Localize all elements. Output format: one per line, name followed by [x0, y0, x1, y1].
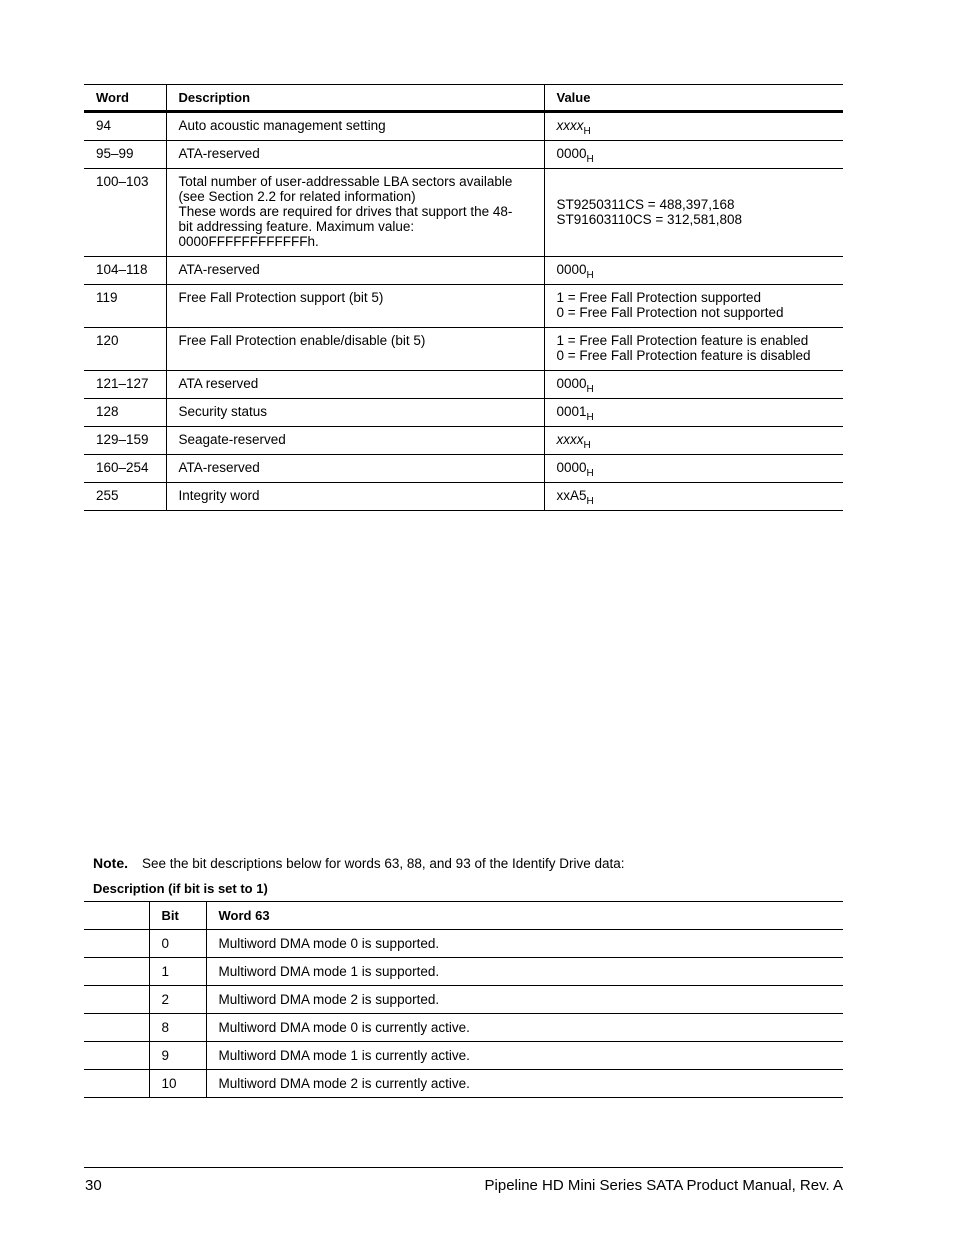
- blank-cell: [84, 930, 149, 958]
- subscript: H: [586, 154, 594, 165]
- table-row: [84, 1042, 843, 1070]
- blank-cell: [84, 1042, 149, 1070]
- table-row: [84, 112, 843, 141]
- word63-bit-table: [84, 901, 843, 1098]
- cell-line: Free Fall Protection enable/disable (bit 5): [178, 333, 426, 348]
- table-row: [84, 399, 843, 427]
- word-cell: 255: [84, 483, 166, 511]
- bit-description-cell: Multiword DMA mode 0 is supported.: [206, 930, 843, 958]
- bit-description-cell: Multiword DMA mode 1 is supported.: [206, 958, 843, 986]
- cell-line: ATA-reserved: [178, 460, 260, 475]
- description-cell: [166, 455, 544, 483]
- table-row: [84, 455, 843, 483]
- bit-cell: 1: [149, 958, 206, 986]
- description-cell: [166, 328, 544, 371]
- cell-line: 0000: [556, 376, 587, 391]
- blank-cell: [84, 986, 149, 1014]
- description-cell: [166, 427, 544, 455]
- word-cell: 160–254: [84, 455, 166, 483]
- cell-line: 1 = Free Fall Protection supported: [556, 290, 761, 305]
- cell-line: 0001: [556, 404, 587, 419]
- word-cell: 100–103: [84, 169, 166, 257]
- blank-cell: [84, 1070, 149, 1098]
- bit-cell: 9: [149, 1042, 206, 1070]
- subscript: H: [586, 496, 594, 507]
- word-cell: 129–159: [84, 427, 166, 455]
- description-cell: [166, 141, 544, 169]
- subscript: H: [586, 384, 594, 395]
- column-header-value: Value: [544, 85, 843, 112]
- description-cell: [166, 399, 544, 427]
- cell-line: ST9250311CS = 488,397,168: [556, 196, 735, 212]
- cell-line: 0000FFFFFFFFFFFFh.: [178, 234, 319, 249]
- value-cell: [544, 371, 843, 399]
- table-row: [84, 371, 843, 399]
- subscript: H: [586, 412, 594, 423]
- bit-cell: 8: [149, 1014, 206, 1042]
- cell-line: Seagate-reserved: [178, 432, 286, 447]
- cell-line: (see Section 2.2 for related information): [178, 189, 416, 204]
- subscript: H: [586, 270, 594, 281]
- value-cell: [544, 141, 843, 169]
- bit-description-cell: Multiword DMA mode 2 is currently active.: [206, 1070, 843, 1098]
- value-cell: [544, 257, 843, 285]
- value-cell: [544, 399, 843, 427]
- cell-line: 1 = Free Fall Protection feature is enabled: [556, 333, 809, 348]
- table-row: [84, 483, 843, 511]
- cell-line: 0 = Free Fall Protection feature is disabled: [556, 348, 811, 363]
- table-body: [84, 930, 843, 1098]
- bit-cell: 10: [149, 1070, 206, 1098]
- cell-line: 0 = Free Fall Protection not supported: [556, 305, 784, 320]
- table-row: [84, 958, 843, 986]
- word-cell: 121–127: [84, 371, 166, 399]
- value-cell: [544, 328, 843, 371]
- table-header-row: [84, 902, 843, 930]
- note: [93, 855, 625, 871]
- subscript: H: [583, 440, 591, 451]
- table-row: [84, 169, 843, 257]
- note-label: Note.: [93, 855, 128, 871]
- cell-line: These words are required for drives that support the 48-: [178, 204, 513, 219]
- value-cell: [544, 112, 843, 141]
- cell-line: 0000: [556, 146, 587, 161]
- description-cell: [166, 169, 544, 257]
- description-cell: [166, 483, 544, 511]
- footer-rule: [84, 1167, 843, 1168]
- table-row: [84, 427, 843, 455]
- word-cell: 128: [84, 399, 166, 427]
- table-row: [84, 328, 843, 371]
- table-row: [84, 986, 843, 1014]
- cell-line: Auto acoustic management setting: [178, 118, 386, 133]
- cell-line: Security status: [178, 404, 268, 419]
- description-cell: [166, 112, 544, 141]
- table-header-row: [84, 85, 843, 112]
- table-row: [84, 141, 843, 169]
- value-cell: [544, 455, 843, 483]
- table-row: [84, 257, 843, 285]
- footer-title: Pipeline HD Mini Series SATA Product Manual, Rev. A: [484, 1177, 843, 1194]
- table-row: [84, 930, 843, 958]
- cell-line: ST91603110CS = 312,581,808: [556, 211, 743, 227]
- cell-line: bit addressing feature. Maximum value:: [178, 219, 415, 234]
- description-heading: Description (if bit is set to 1): [93, 881, 268, 896]
- note-text: See the bit descriptions below for words 63, 88, and 93 of the Identify Drive data:: [142, 856, 625, 871]
- cell-line: Total number of user-addressable LBA sectors available: [178, 174, 513, 189]
- value-cell: [544, 285, 843, 328]
- bit-description-cell: Multiword DMA mode 0 is currently active.: [206, 1014, 843, 1042]
- column-header-word63: Word 63: [206, 902, 843, 930]
- identify-drive-table: [84, 84, 843, 511]
- cell-line: xxxx: [556, 432, 584, 447]
- subscript: H: [583, 126, 591, 137]
- value-cell: [544, 427, 843, 455]
- bit-cell: 2: [149, 986, 206, 1014]
- cell-line: Integrity word: [178, 488, 260, 503]
- table-row: [84, 285, 843, 328]
- description-cell: [166, 285, 544, 328]
- cell-line: 0000: [556, 262, 587, 277]
- value-cell: [544, 483, 843, 511]
- cell-line: ATA reserved: [178, 376, 259, 391]
- cell-line: 0000: [556, 460, 587, 475]
- table-body: [84, 112, 843, 511]
- column-header-bit: Bit: [149, 902, 206, 930]
- column-header-blank: [84, 902, 149, 930]
- cell-line: ATA-reserved: [178, 262, 260, 277]
- page-number: 30: [85, 1177, 102, 1194]
- table-row: [84, 1070, 843, 1098]
- word-cell: 95–99: [84, 141, 166, 169]
- blank-cell: [84, 958, 149, 986]
- table-row: [84, 1014, 843, 1042]
- bit-cell: 0: [149, 930, 206, 958]
- word-cell: 120: [84, 328, 166, 371]
- cell-line: xxxx: [556, 118, 584, 133]
- bit-description-cell: Multiword DMA mode 2 is supported.: [206, 986, 843, 1014]
- value-cell: [544, 169, 843, 257]
- blank-cell: [84, 1014, 149, 1042]
- column-header-word: Word: [84, 85, 166, 112]
- cell-line: ATA-reserved: [178, 146, 260, 161]
- subscript: H: [586, 468, 594, 479]
- description-cell: [166, 371, 544, 399]
- column-header-description: Description: [166, 85, 544, 112]
- bit-description-cell: Multiword DMA mode 1 is currently active.: [206, 1042, 843, 1070]
- cell-line: xxA5: [556, 488, 587, 503]
- cell-line: Free Fall Protection support (bit 5): [178, 290, 384, 305]
- description-cell: [166, 257, 544, 285]
- word-cell: 104–118: [84, 257, 166, 285]
- word-cell: 119: [84, 285, 166, 328]
- word-cell: 94: [84, 112, 166, 141]
